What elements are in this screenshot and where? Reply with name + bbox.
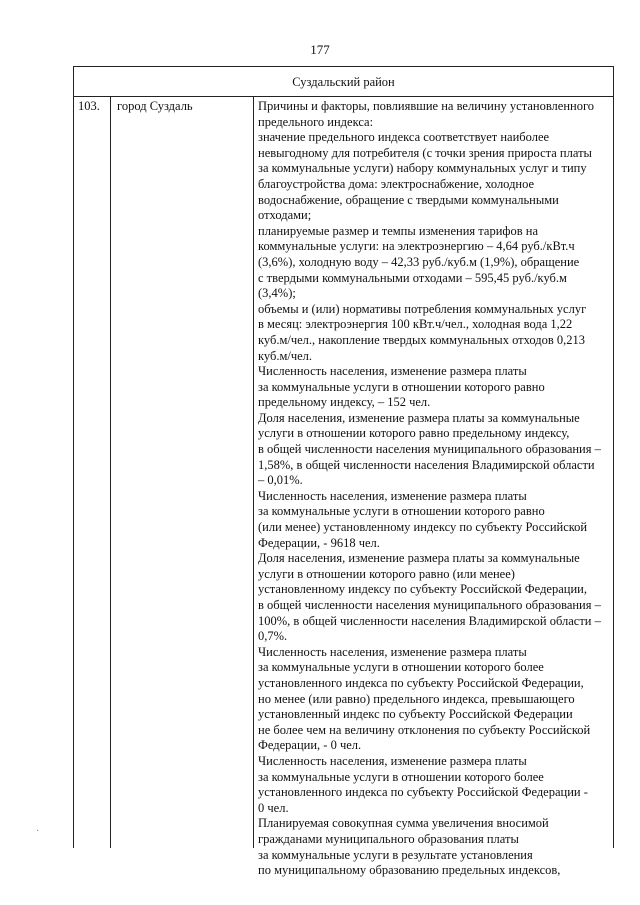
description-line: 0 чел. — [258, 800, 289, 815]
description-line: объемы и (или) нормативы потребления коммунальных услуг — [258, 301, 587, 316]
description-line: Причины и факторы, повлиявшие на величину установленного — [258, 99, 595, 113]
description-line: (или менее) установленному индексу по субъекту Российской — [258, 520, 588, 535]
description-line: за коммунальные услуги в отношении которого более — [258, 769, 544, 784]
description-line: Федерации, - 0 чел. — [258, 738, 362, 753]
description-line: планируемые размер и темпы изменения тарифов на — [258, 223, 539, 238]
description-line: Численность населения, изменение размера платы — [258, 644, 527, 659]
row-number: 103. — [74, 97, 111, 848]
description-line: за коммунальные услуги в отношении которого более — [258, 660, 544, 675]
margin-mark: · — [36, 826, 40, 837]
description-line: установленному индексу по субъекту Российской Федерации, — [258, 582, 587, 597]
description-line: не более чем на величину отклонения по субъекту Российской — [258, 722, 591, 737]
description-line: за коммунальные услуги в отношении которого равно — [258, 504, 545, 519]
description-line: за коммунальные услуги в результате установления — [258, 847, 533, 862]
indices-table — [73, 66, 614, 878]
description-line: услуги в отношении которого равно предельному индексу, — [258, 426, 570, 441]
description-line: установленного индекса по субъекту Российской Федерации, — [258, 675, 584, 690]
description-line: предельному индексу, – 152 чел. — [258, 395, 431, 410]
description-line: куб.м/чел., накопление твердых коммунальных отходов 0,213 — [258, 332, 586, 347]
page-number: 177 — [310, 42, 330, 57]
description-line: в общей численности населения муниципального образования – — [258, 598, 601, 612]
description-line: в месяц: электроэнергия 100 кВт.ч/чел., холодная вода 1,22 — [258, 317, 573, 332]
description-line: 0,7%. — [258, 629, 288, 644]
description-line: в общей численности населения муниципального образования – — [258, 442, 601, 457]
description-line: Численность населения, изменение размера платы — [258, 488, 527, 503]
description-line: но менее (или равно) предельного индекса, превышающего — [258, 691, 575, 706]
description-line: установленный индекс по субъекту Российской Федерации — [258, 707, 573, 722]
description-line: коммунальные услуги: на электроэнергию – 4,64 руб./кВт.ч — [258, 239, 575, 254]
description-line: с твердыми коммунальными отходами – 595,45 руб./куб.м — [258, 270, 567, 285]
region-title: Суздальский район — [74, 67, 613, 97]
table-row — [74, 97, 613, 878]
description-line: отходами; — [258, 208, 312, 223]
municipality-name: город Суздаль — [111, 97, 254, 848]
description-line: 1,58%, в общей численности населения Владимирской области — [258, 457, 595, 472]
description-line: Планируемая совокупная сумма увеличения вносимой — [258, 816, 549, 831]
description-line: благоустройства дома: электроснабжение, холодное — [258, 176, 535, 191]
description-line: – 0,01%. — [258, 473, 303, 488]
description-line: услуги в отношении которого равно (или менее) — [258, 566, 515, 581]
description-line: куб.м/чел. — [258, 348, 313, 363]
description-line: Численность населения, изменение размера платы — [258, 753, 527, 768]
description-line: установленного индекса по субъекту Российской Федерации - — [258, 785, 588, 800]
description-line: (3,6%), холодную воду – 42,33 руб./куб.м (1,9%), обращение — [258, 254, 580, 269]
description-line: гражданами муниципального образования платы — [258, 831, 519, 846]
description-line: невыгодному для потребителя (с точки зрения прироста платы — [258, 145, 592, 160]
description-line: 100%, в общей численности населения Владимирской области – — [258, 613, 601, 628]
description-line: (3,4%); — [258, 286, 296, 301]
description-line: по муниципальному образованию предельных индексов, — [258, 863, 561, 878]
description-line: за коммунальные услуги) набору коммунальных услуг и типу — [258, 161, 587, 176]
description-cell — [254, 97, 613, 878]
description-line: предельного индекса: — [258, 114, 374, 129]
description-line: Доля населения, изменение размера платы за коммунальные — [258, 410, 580, 425]
description-line: за коммунальные услуги в отношении которого равно — [258, 379, 545, 394]
description-line: Численность населения, изменение размера платы — [258, 364, 527, 379]
description-line: водоснабжение, обращение с твердыми коммунальными — [258, 192, 559, 207]
description-line: значение предельного индекса соответствует наиболее — [258, 130, 550, 145]
description-line: Федерации, - 9618 чел. — [258, 535, 380, 550]
description-line: Доля населения, изменение размера платы за коммунальные — [258, 551, 580, 566]
